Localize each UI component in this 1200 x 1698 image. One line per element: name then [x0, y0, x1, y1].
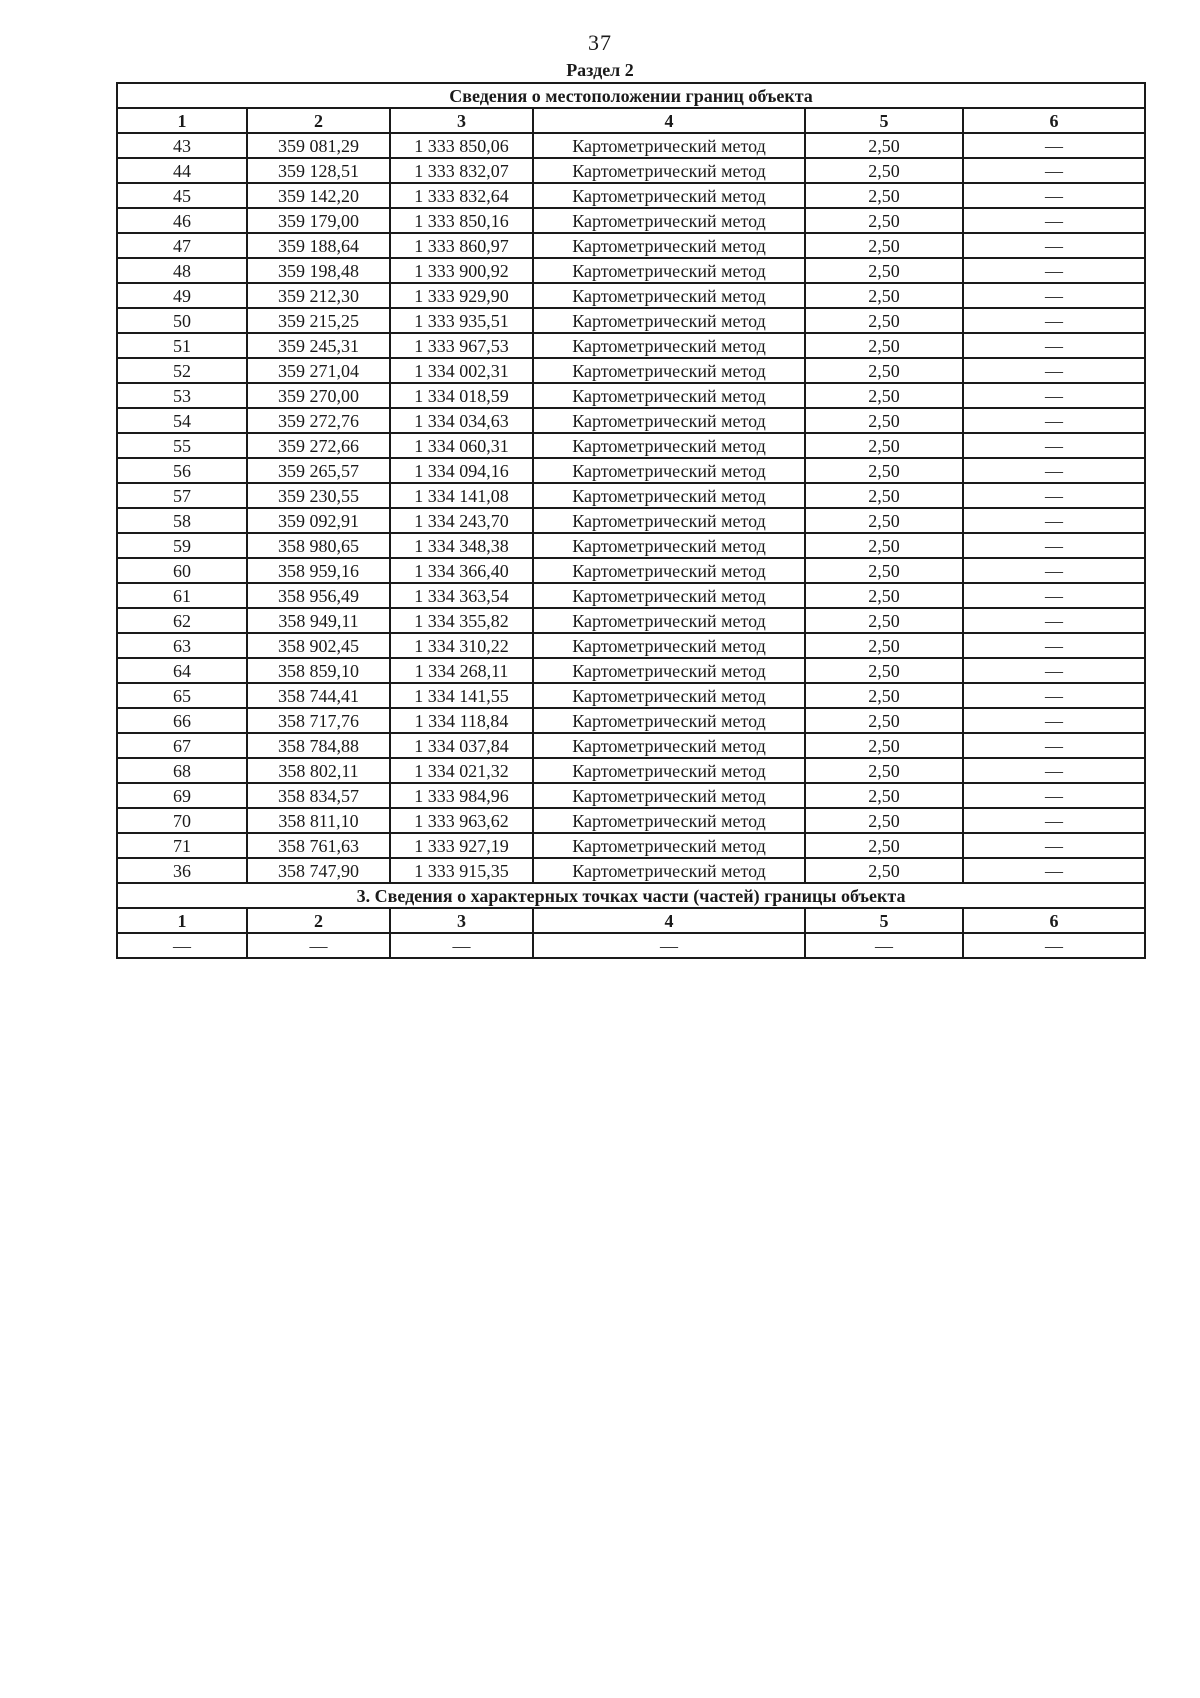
description-cell: —	[963, 358, 1145, 383]
description-cell: —	[963, 133, 1145, 158]
table-row	[117, 258, 1145, 283]
method-cell: Картометрический метод	[533, 508, 805, 533]
precision-cell: 2,50	[805, 833, 963, 858]
x-coordinate-cell: 358 949,11	[247, 608, 390, 633]
method-cell: Картометрический метод	[533, 708, 805, 733]
y-coordinate-cell: 1 333 860,97	[390, 233, 533, 258]
precision-cell: 2,50	[805, 308, 963, 333]
method-cell: Картометрический метод	[533, 433, 805, 458]
precision-cell: 2,50	[805, 458, 963, 483]
table-row	[117, 658, 1145, 683]
method-cell: Картометрический метод	[533, 658, 805, 683]
table-title-row	[117, 83, 1145, 108]
method-cell: Картометрический метод	[533, 358, 805, 383]
precision-cell: 2,50	[805, 408, 963, 433]
point-number-cell: —	[117, 933, 247, 958]
table-row	[117, 208, 1145, 233]
description-cell: —	[963, 583, 1145, 608]
column-header-row	[117, 108, 1145, 133]
table-row	[117, 858, 1145, 883]
point-number-cell: 57	[117, 483, 247, 508]
table-row	[117, 558, 1145, 583]
subsection-row	[117, 933, 1145, 958]
point-number-cell: 69	[117, 783, 247, 808]
y-coordinate-cell: 1 334 355,82	[390, 608, 533, 633]
y-coordinate-cell: 1 334 018,59	[390, 383, 533, 408]
x-coordinate-cell: 358 744,41	[247, 683, 390, 708]
precision-cell: 2,50	[805, 758, 963, 783]
y-coordinate-cell: 1 334 021,32	[390, 758, 533, 783]
point-number-cell: 62	[117, 608, 247, 633]
description-cell: —	[963, 383, 1145, 408]
precision-cell: 2,50	[805, 508, 963, 533]
point-number-cell: 64	[117, 658, 247, 683]
method-cell: Картометрический метод	[533, 858, 805, 883]
precision-cell: 2,50	[805, 583, 963, 608]
description-cell: —	[963, 708, 1145, 733]
description-cell: —	[963, 233, 1145, 258]
method-cell: Картометрический метод	[533, 258, 805, 283]
point-number-cell: 44	[117, 158, 247, 183]
precision-cell: 2,50	[805, 533, 963, 558]
description-cell: —	[963, 833, 1145, 858]
point-number-cell: 67	[117, 733, 247, 758]
column-header: 4	[533, 108, 805, 133]
description-cell: —	[963, 183, 1145, 208]
x-coordinate-cell: 358 859,10	[247, 658, 390, 683]
table-row	[117, 533, 1145, 558]
precision-cell: 2,50	[805, 158, 963, 183]
description-cell: —	[963, 808, 1145, 833]
table-row	[117, 508, 1145, 533]
table-row	[117, 333, 1145, 358]
description-cell: —	[963, 533, 1145, 558]
y-coordinate-cell: 1 334 094,16	[390, 458, 533, 483]
description-cell: —	[963, 558, 1145, 583]
y-coordinate-cell: 1 333 984,96	[390, 783, 533, 808]
precision-cell: 2,50	[805, 608, 963, 633]
x-coordinate-cell: 358 811,10	[247, 808, 390, 833]
method-cell: Картометрический метод	[533, 183, 805, 208]
precision-cell: —	[805, 933, 963, 958]
y-coordinate-cell: 1 334 268,11	[390, 658, 533, 683]
point-number-cell: 53	[117, 383, 247, 408]
precision-cell: 2,50	[805, 808, 963, 833]
x-coordinate-cell: 358 747,90	[247, 858, 390, 883]
point-number-cell: 65	[117, 683, 247, 708]
x-coordinate-cell: 359 270,00	[247, 383, 390, 408]
point-number-cell: 71	[117, 833, 247, 858]
table-row	[117, 583, 1145, 608]
x-coordinate-cell: 359 245,31	[247, 333, 390, 358]
x-coordinate-cell: 359 188,64	[247, 233, 390, 258]
table-row	[117, 808, 1145, 833]
table-row	[117, 158, 1145, 183]
y-coordinate-cell: 1 334 141,55	[390, 683, 533, 708]
x-coordinate-cell: 358 956,49	[247, 583, 390, 608]
subsection-header-row	[117, 908, 1145, 933]
y-coordinate-cell: 1 333 927,19	[390, 833, 533, 858]
column-header: 5	[805, 108, 963, 133]
method-cell: Картометрический метод	[533, 333, 805, 358]
x-coordinate-cell: 359 179,00	[247, 208, 390, 233]
x-coordinate-cell: 359 265,57	[247, 458, 390, 483]
y-coordinate-cell: 1 333 935,51	[390, 308, 533, 333]
description-cell: —	[963, 483, 1145, 508]
table-row	[117, 458, 1145, 483]
method-cell: Картометрический метод	[533, 558, 805, 583]
method-cell: Картометрический метод	[533, 833, 805, 858]
x-coordinate-cell: 358 834,57	[247, 783, 390, 808]
precision-cell: 2,50	[805, 733, 963, 758]
method-cell: —	[533, 933, 805, 958]
y-coordinate-cell: 1 333 832,64	[390, 183, 533, 208]
x-coordinate-cell: 359 230,55	[247, 483, 390, 508]
precision-cell: 2,50	[805, 383, 963, 408]
boundary-table-body	[117, 83, 1145, 958]
section-label: Раздел 2	[566, 60, 634, 80]
subsection-title-row	[117, 883, 1145, 908]
point-number-cell: 55	[117, 433, 247, 458]
y-coordinate-cell: 1 333 915,35	[390, 858, 533, 883]
column-header: 3	[390, 908, 533, 933]
description-cell: —	[963, 933, 1145, 958]
table-row	[117, 708, 1145, 733]
page-number: 37	[588, 30, 612, 55]
table-row	[117, 483, 1145, 508]
method-cell: Картометрический метод	[533, 283, 805, 308]
y-coordinate-cell: 1 333 967,53	[390, 333, 533, 358]
x-coordinate-cell: 359 272,76	[247, 408, 390, 433]
point-number-cell: 48	[117, 258, 247, 283]
column-header: 4	[533, 908, 805, 933]
point-number-cell: 50	[117, 308, 247, 333]
point-number-cell: 45	[117, 183, 247, 208]
precision-cell: 2,50	[805, 358, 963, 383]
x-coordinate-cell: 358 717,76	[247, 708, 390, 733]
y-coordinate-cell: 1 334 243,70	[390, 508, 533, 533]
precision-cell: 2,50	[805, 558, 963, 583]
method-cell: Картометрический метод	[533, 383, 805, 408]
point-number-cell: 68	[117, 758, 247, 783]
x-coordinate-cell: 359 128,51	[247, 158, 390, 183]
description-cell: —	[963, 208, 1145, 233]
x-coordinate-cell: 358 980,65	[247, 533, 390, 558]
y-coordinate-cell: 1 333 963,62	[390, 808, 533, 833]
x-coordinate-cell: 358 784,88	[247, 733, 390, 758]
table-row	[117, 383, 1145, 408]
point-number-cell: 54	[117, 408, 247, 433]
description-cell: —	[963, 258, 1145, 283]
table-row	[117, 683, 1145, 708]
precision-cell: 2,50	[805, 208, 963, 233]
description-cell: —	[963, 433, 1145, 458]
y-coordinate-cell: 1 334 348,38	[390, 533, 533, 558]
method-cell: Картометрический метод	[533, 458, 805, 483]
x-coordinate-cell: 359 198,48	[247, 258, 390, 283]
y-coordinate-cell: 1 334 141,08	[390, 483, 533, 508]
y-coordinate-cell: 1 334 118,84	[390, 708, 533, 733]
method-cell: Картометрический метод	[533, 608, 805, 633]
table-row	[117, 433, 1145, 458]
point-number-cell: 60	[117, 558, 247, 583]
table-row	[117, 133, 1145, 158]
x-coordinate-cell: 359 212,30	[247, 283, 390, 308]
description-cell: —	[963, 758, 1145, 783]
description-cell: —	[963, 633, 1145, 658]
column-header: 5	[805, 908, 963, 933]
description-cell: —	[963, 733, 1145, 758]
column-header: 1	[117, 108, 247, 133]
subsection-title: 3. Сведения о характерных точках части (частей) границы объекта	[117, 883, 1145, 908]
description-cell: —	[963, 683, 1145, 708]
point-number-cell: 47	[117, 233, 247, 258]
x-coordinate-cell: —	[247, 933, 390, 958]
point-number-cell: 49	[117, 283, 247, 308]
precision-cell: 2,50	[805, 433, 963, 458]
point-number-cell: 51	[117, 333, 247, 358]
column-header: 6	[963, 108, 1145, 133]
y-coordinate-cell: 1 334 037,84	[390, 733, 533, 758]
description-cell: —	[963, 308, 1145, 333]
method-cell: Картометрический метод	[533, 233, 805, 258]
point-number-cell: 61	[117, 583, 247, 608]
point-number-cell: 43	[117, 133, 247, 158]
precision-cell: 2,50	[805, 483, 963, 508]
method-cell: Картометрический метод	[533, 583, 805, 608]
description-cell: —	[963, 608, 1145, 633]
description-cell: —	[963, 333, 1145, 358]
y-coordinate-cell: 1 334 060,31	[390, 433, 533, 458]
method-cell: Картометрический метод	[533, 633, 805, 658]
precision-cell: 2,50	[805, 783, 963, 808]
table-title: Сведения о местоположении границ объекта	[117, 83, 1145, 108]
precision-cell: 2,50	[805, 183, 963, 208]
y-coordinate-cell: 1 333 929,90	[390, 283, 533, 308]
column-header: 3	[390, 108, 533, 133]
precision-cell: 2,50	[805, 283, 963, 308]
point-number-cell: 59	[117, 533, 247, 558]
description-cell: —	[963, 858, 1145, 883]
method-cell: Картометрический метод	[533, 683, 805, 708]
y-coordinate-cell: 1 334 034,63	[390, 408, 533, 433]
description-cell: —	[963, 783, 1145, 808]
table-row	[117, 283, 1145, 308]
method-cell: Картометрический метод	[533, 133, 805, 158]
description-cell: —	[963, 508, 1145, 533]
point-number-cell: 52	[117, 358, 247, 383]
table-row	[117, 783, 1145, 808]
y-coordinate-cell: 1 333 850,16	[390, 208, 533, 233]
point-number-cell: 63	[117, 633, 247, 658]
precision-cell: 2,50	[805, 333, 963, 358]
column-header: 6	[963, 908, 1145, 933]
y-coordinate-cell: 1 334 310,22	[390, 633, 533, 658]
boundary-table	[116, 82, 1146, 959]
table-row	[117, 633, 1145, 658]
x-coordinate-cell: 359 215,25	[247, 308, 390, 333]
method-cell: Картометрический метод	[533, 733, 805, 758]
precision-cell: 2,50	[805, 858, 963, 883]
x-coordinate-cell: 358 761,63	[247, 833, 390, 858]
method-cell: Картометрический метод	[533, 208, 805, 233]
point-number-cell: 66	[117, 708, 247, 733]
x-coordinate-cell: 359 142,20	[247, 183, 390, 208]
column-header: 1	[117, 908, 247, 933]
precision-cell: 2,50	[805, 258, 963, 283]
method-cell: Картометрический метод	[533, 808, 805, 833]
table-row	[117, 733, 1145, 758]
x-coordinate-cell: 359 092,91	[247, 508, 390, 533]
precision-cell: 2,50	[805, 683, 963, 708]
point-number-cell: 56	[117, 458, 247, 483]
y-coordinate-cell: 1 333 900,92	[390, 258, 533, 283]
x-coordinate-cell: 359 272,66	[247, 433, 390, 458]
y-coordinate-cell: —	[390, 933, 533, 958]
precision-cell: 2,50	[805, 233, 963, 258]
y-coordinate-cell: 1 334 366,40	[390, 558, 533, 583]
method-cell: Картометрический метод	[533, 158, 805, 183]
x-coordinate-cell: 358 959,16	[247, 558, 390, 583]
table-row	[117, 608, 1145, 633]
description-cell: —	[963, 658, 1145, 683]
x-coordinate-cell: 358 802,11	[247, 758, 390, 783]
precision-cell: 2,50	[805, 658, 963, 683]
method-cell: Картометрический метод	[533, 783, 805, 808]
x-coordinate-cell: 359 081,29	[247, 133, 390, 158]
description-cell: —	[963, 408, 1145, 433]
description-cell: —	[963, 283, 1145, 308]
y-coordinate-cell: 1 333 832,07	[390, 158, 533, 183]
description-cell: —	[963, 158, 1145, 183]
point-number-cell: 58	[117, 508, 247, 533]
column-header: 2	[247, 908, 390, 933]
table-row	[117, 358, 1145, 383]
table-row	[117, 833, 1145, 858]
x-coordinate-cell: 358 902,45	[247, 633, 390, 658]
description-cell: —	[963, 458, 1145, 483]
table-row	[117, 183, 1145, 208]
table-row	[117, 308, 1145, 333]
method-cell: Картометрический метод	[533, 408, 805, 433]
table-row	[117, 758, 1145, 783]
precision-cell: 2,50	[805, 133, 963, 158]
method-cell: Картометрический метод	[533, 533, 805, 558]
method-cell: Картометрический метод	[533, 308, 805, 333]
method-cell: Картометрический метод	[533, 758, 805, 783]
table-row	[117, 408, 1145, 433]
x-coordinate-cell: 359 271,04	[247, 358, 390, 383]
y-coordinate-cell: 1 334 363,54	[390, 583, 533, 608]
column-header: 2	[247, 108, 390, 133]
precision-cell: 2,50	[805, 633, 963, 658]
point-number-cell: 70	[117, 808, 247, 833]
y-coordinate-cell: 1 334 002,31	[390, 358, 533, 383]
point-number-cell: 46	[117, 208, 247, 233]
y-coordinate-cell: 1 333 850,06	[390, 133, 533, 158]
method-cell: Картометрический метод	[533, 483, 805, 508]
point-number-cell: 36	[117, 858, 247, 883]
table-row	[117, 233, 1145, 258]
precision-cell: 2,50	[805, 708, 963, 733]
